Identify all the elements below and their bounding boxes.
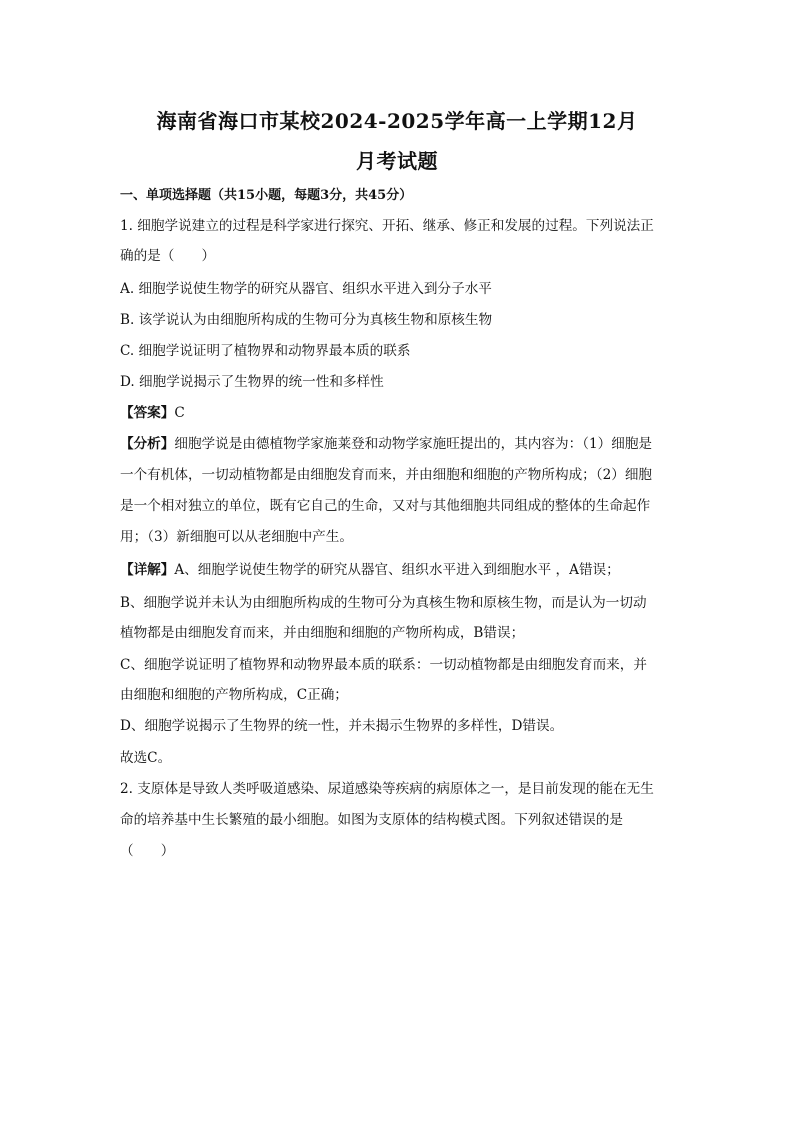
q2-stem-line2: 命的培养基中生长繁殖的最小细胞。如图为支原体的结构模式图。下列叙述错误的是	[120, 812, 623, 828]
section-heading: 一、单项选择题（共15小题，每题3分，共45分）	[120, 188, 413, 203]
q1-analysis-line2: 一个有机体，一切动植物都是由细胞发育而来，并由细胞和细胞的产物所构成；（2）细胞	[120, 467, 653, 483]
q1-answer	[120, 403, 680, 423]
analysis-tag: 【分析】	[120, 436, 175, 452]
q1-detail-line3: 植物都是由细胞发育而来，并由细胞和细胞的产物所构成，B错误；	[120, 625, 525, 641]
answer-value: C	[174, 405, 185, 421]
answer-tag: 【答案】	[120, 405, 175, 421]
q1-detail-line4: C、细胞学说证明了植物界和动物界最本质的联系：一切动植物都是由细胞发育而来，并	[120, 657, 647, 673]
detail-text: A、细胞学说使生物学的研究从器官、组织水平进入到细胞水平 ，A错误；	[174, 562, 620, 578]
document-title-line1: 海南省海口市某校2024-2025学年高一上学期12月	[156, 109, 638, 133]
q1-detail-line5: 由细胞和细胞的产物所构成，C正确；	[120, 687, 348, 703]
analysis-text: 细胞学说是由德植物学家施莱登和动物学家施旺提出的，其内容为：（1）细胞是	[174, 436, 653, 452]
q1-option-a: A. 细胞学说使生物学的研究从器官、组织水平进入到分子水平	[120, 281, 492, 297]
q1-analysis-line4: 用；（3）新细胞可以从老细胞中产生。	[120, 529, 353, 545]
q1-detail-line6: D、细胞学说揭示了生物界的统一性，并未揭示生物界的多样性，D错误。	[120, 718, 564, 734]
q1-detail-line2: B、细胞学说并未认为由细胞所构成的生物可分为真核生物和原核生物，而是认为一切动	[120, 595, 647, 611]
q1-option-b: B. 该学说认为由细胞所构成的生物可分为真核生物和原核生物	[120, 312, 493, 328]
q1-option-c: C. 细胞学说证明了植物界和动物界最本质的联系	[120, 343, 411, 359]
q2-stem-line3: （ ）	[120, 843, 175, 859]
q1-detail-line1	[120, 560, 680, 580]
q1-conclusion: 故选C。	[120, 750, 172, 766]
q1-analysis-line1	[120, 434, 680, 454]
document-title-line2: 月考试题	[356, 149, 438, 173]
q1-analysis-line3: 是一个相对独立的单位，既有它自己的生命，又对与其他细胞共同组成的整体的生命起作	[120, 498, 651, 514]
q1-option-d: D. 细胞学说揭示了生物界的统一性和多样性	[120, 374, 384, 390]
q1-stem-line2: 确的是（ ）	[120, 248, 216, 264]
q2-stem-line1: 2. 支原体是导致人类呼吸道感染、尿道感染等疾病的病原体之一，是目前发现的能在无生	[120, 781, 654, 797]
q1-stem-line1: 1. 细胞学说建立的过程是科学家进行探究、开拓、继承、修正和发展的过程。下列说法正	[120, 218, 654, 234]
detail-tag: 【详解】	[120, 562, 175, 578]
